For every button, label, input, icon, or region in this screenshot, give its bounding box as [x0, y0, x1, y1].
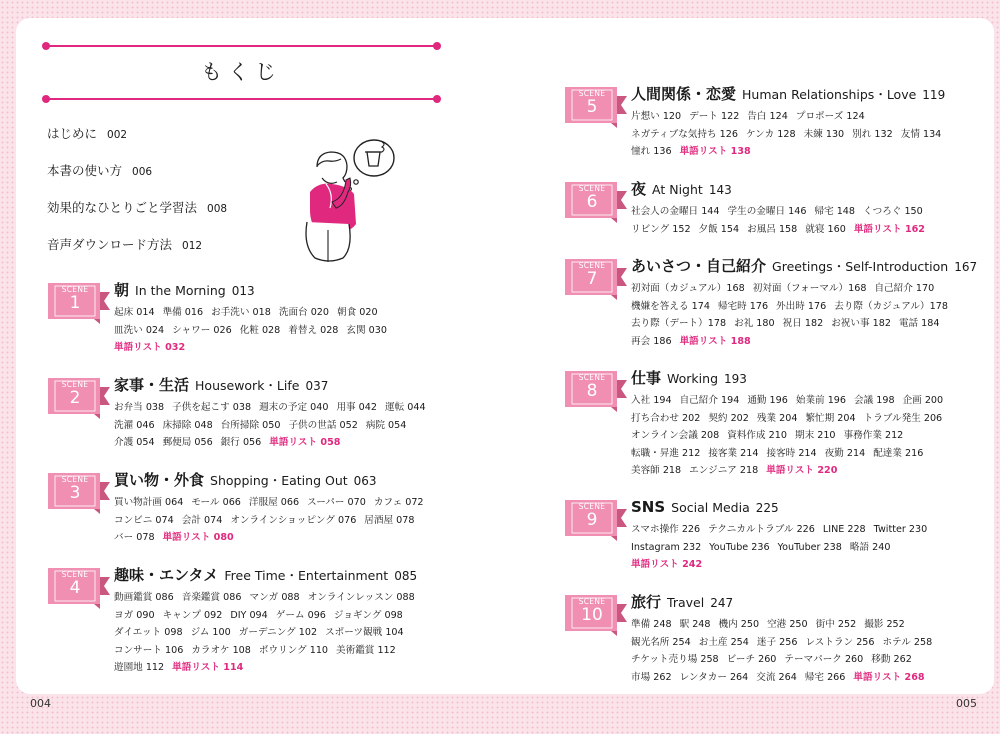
scene-label: SCENE	[61, 380, 89, 389]
topic-item[interactable]: スーパー 070	[307, 497, 366, 508]
word-list-link[interactable]: 単語リスト 138	[679, 146, 751, 158]
scene-title[interactable]	[631, 592, 940, 613]
topic-item[interactable]: 交流 264	[756, 671, 797, 683]
topic-item[interactable]: Twitter 230	[873, 524, 928, 535]
scene-badge	[46, 470, 112, 516]
scene-title-jp: 家事・生活	[114, 376, 190, 394]
topic-item[interactable]: コンビニ 074	[114, 514, 174, 526]
scene-label: SCENE	[578, 261, 606, 270]
topic-item[interactable]: シャワー 026	[172, 324, 232, 336]
topic-item[interactable]: 打ち合わせ 202	[631, 412, 701, 424]
topic-item[interactable]: ネガティブな気持ち 126	[631, 128, 738, 140]
topic-item[interactable]: テーマパーク 260	[784, 654, 864, 666]
topic-item[interactable]: お手洗い 018	[211, 307, 271, 318]
topic-item[interactable]: 期末 210	[794, 430, 836, 442]
topic-item[interactable]: お風呂 158	[747, 223, 798, 235]
topic-line	[114, 434, 434, 452]
topic-item[interactable]: 起床 014	[114, 307, 155, 318]
topic-item[interactable]: キャンプ 092	[162, 609, 223, 621]
word-list-link[interactable]: 単語リスト 162	[853, 223, 925, 235]
scene-number: 1	[69, 293, 81, 313]
topic-item[interactable]: ジョギング 098	[333, 609, 403, 621]
scene-page: 193	[724, 372, 747, 386]
scene-title-jp: 人間関係・恋愛	[631, 85, 737, 103]
scene-title-jp: 夜	[631, 180, 647, 198]
topic-line	[114, 399, 434, 417]
scene-title[interactable]	[114, 565, 423, 586]
topic-item[interactable]: LINE 228	[822, 524, 866, 535]
topic-line	[114, 494, 432, 512]
scene-page: 085	[394, 569, 418, 583]
topic-item[interactable]: 準備 248	[631, 619, 672, 630]
scene-number: 5	[586, 97, 598, 117]
topic-item[interactable]: お祝い事 182	[831, 318, 891, 330]
intro-page: 012	[182, 240, 203, 252]
topic-item[interactable]: モール 066	[191, 497, 241, 508]
topic-line	[631, 333, 977, 351]
topic-item[interactable]: 玄関 030	[346, 324, 387, 336]
topic-line	[114, 512, 432, 530]
topic-item[interactable]: ゲーム 096	[275, 609, 326, 621]
topic-item[interactable]: 初対面（フォーマル）168	[752, 283, 867, 294]
title-rule-top	[45, 45, 438, 47]
topic-item[interactable]: 病院 054	[365, 419, 407, 431]
intro-item[interactable]	[47, 161, 152, 179]
topic-line	[631, 280, 977, 298]
topic-item[interactable]: 機内 250	[718, 619, 760, 630]
topic-line	[631, 108, 949, 126]
topic-item[interactable]: ヨガ 090	[114, 609, 155, 621]
scene-title[interactable]	[631, 256, 977, 277]
scene-badge	[563, 592, 629, 638]
topic-item[interactable]: トラブル発生 206	[863, 412, 943, 424]
intro-page: 002	[107, 129, 128, 141]
topic-item[interactable]: ホテル 258	[882, 636, 933, 648]
topic-item[interactable]: 接客時 214	[766, 447, 817, 459]
topic-line	[631, 298, 977, 316]
scene-title-en: Housework・Life	[195, 378, 300, 393]
intro-page: 006	[132, 166, 153, 178]
scene-title-en: Greetings・Self-Introduction	[772, 259, 949, 274]
topic-item[interactable]: コンサート 106	[114, 644, 184, 656]
topic-item[interactable]: オンラインショッピング 076	[230, 514, 357, 526]
topic-item[interactable]: 夕飯 154	[698, 223, 740, 235]
topic-item[interactable]: 動画鑑賞 086	[114, 592, 174, 603]
scene-badge	[46, 375, 112, 421]
topic-line	[114, 607, 423, 625]
topic-item[interactable]: 観光名所 254	[631, 636, 691, 648]
intro-item[interactable]	[47, 235, 202, 253]
topic-item[interactable]: YouTuber 238	[777, 541, 842, 553]
topic-item[interactable]: 再会 186	[631, 335, 672, 347]
topic-item[interactable]: 通勤 196	[747, 395, 788, 406]
topic-item[interactable]: 駅 248	[679, 619, 711, 630]
topic-item[interactable]: ガーデニング 102	[238, 627, 318, 639]
topic-item[interactable]: 着替え 028	[288, 324, 339, 336]
topic-line	[114, 417, 434, 435]
topic-item[interactable]: 皿洗い 024	[114, 324, 165, 336]
topic-item[interactable]: くつろぐ 150	[863, 206, 923, 217]
topic-item[interactable]: 朝食 020	[337, 307, 378, 318]
scene-page: 037	[305, 379, 329, 393]
topic-line	[631, 669, 940, 687]
topic-line	[631, 445, 951, 463]
word-list-link[interactable]: 単語リスト 220	[766, 465, 838, 477]
topic-item[interactable]: テクニカルトラブル 226	[708, 524, 815, 535]
topic-item[interactable]: 床掃除 048	[162, 419, 213, 431]
scene-label: SCENE	[61, 285, 89, 294]
topic-line	[114, 339, 395, 357]
topic-item[interactable]: 会議 198	[854, 395, 895, 406]
topic-item[interactable]: お土産 254	[698, 636, 749, 648]
topic-item[interactable]: スポーツ観戦 104	[325, 627, 404, 639]
topic-item[interactable]: 空港 250	[767, 619, 808, 630]
scene-number: 3	[69, 483, 81, 503]
scene-content	[631, 179, 933, 238]
topic-item[interactable]: ビーチ 260	[726, 654, 777, 666]
scene-number: 6	[586, 192, 598, 212]
topic-item[interactable]: 始業前 196	[795, 395, 847, 406]
page-number-left: 004	[30, 697, 51, 710]
scene-page: 167	[954, 260, 978, 274]
topic-item[interactable]: 台所掃除 050	[220, 419, 281, 431]
topic-item[interactable]: DIY 094	[230, 609, 268, 621]
topic-item[interactable]: 移動 262	[871, 654, 912, 666]
topic-item[interactable]: エンジニア 218	[689, 465, 759, 477]
topic-line	[631, 392, 951, 410]
scene-title-en: At Night	[652, 182, 703, 197]
scene-label: SCENE	[61, 475, 89, 484]
word-list-link[interactable]: 単語リスト 114	[172, 662, 244, 674]
topic-line	[631, 126, 949, 144]
topic-item[interactable]: 会計 074	[181, 514, 223, 526]
topic-item[interactable]: カフェ 072	[373, 497, 424, 508]
topic-item[interactable]: 機嫌を答える 174	[631, 300, 710, 312]
scene-title-en: Human Relationships・Love	[742, 87, 917, 102]
scene-content	[114, 375, 434, 452]
scene-badge	[563, 179, 629, 225]
word-list-link[interactable]: 単語リスト 058	[269, 437, 341, 449]
intro-item[interactable]	[47, 198, 227, 216]
scene-content	[114, 280, 395, 357]
intro-label: 本書の使い方	[47, 163, 123, 178]
topic-item[interactable]: ジム 100	[190, 627, 231, 639]
word-list-link[interactable]: 単語リスト 242	[631, 559, 703, 571]
topic-item[interactable]: お弁当 038	[114, 402, 165, 413]
scene-title[interactable]	[631, 179, 933, 200]
scene-title-jp: 仕事	[631, 369, 662, 387]
topic-item[interactable]: 未練 130	[803, 128, 845, 140]
topic-item[interactable]: 残業 204	[756, 412, 798, 424]
word-list-link[interactable]: 単語リスト 188	[679, 335, 751, 347]
topic-item[interactable]: デート 122	[689, 111, 740, 122]
topic-item[interactable]: チケット売り場 258	[631, 654, 719, 666]
scene-number: 2	[69, 388, 81, 408]
scene-page: 225	[755, 501, 779, 515]
scene-number: 9	[586, 510, 598, 530]
topic-item[interactable]: プロポーズ 124	[795, 111, 865, 122]
scene-title[interactable]	[114, 280, 395, 301]
topic-line	[114, 322, 395, 340]
scene-title-en: Shopping・Eating Out	[210, 473, 348, 488]
scene-title-en: Social Media	[671, 500, 750, 515]
intro-label: はじめに	[47, 126, 98, 141]
topic-line	[114, 659, 423, 677]
intro-page: 008	[207, 203, 228, 215]
scene-page: 063	[353, 474, 377, 488]
topic-item[interactable]: レストラン 256	[805, 636, 875, 648]
scene-title[interactable]	[114, 375, 434, 396]
topic-item[interactable]: 就寝 160	[805, 223, 846, 235]
topic-item[interactable]: 憧れ 136	[631, 146, 672, 158]
scene-content	[114, 565, 423, 677]
topic-line	[114, 304, 395, 322]
topic-item[interactable]: お礼 180	[734, 318, 775, 330]
scene-badge	[563, 256, 629, 302]
topic-line	[631, 651, 940, 669]
topic-line	[631, 616, 940, 634]
topic-item[interactable]: 郵便局 056	[162, 437, 213, 449]
topic-item[interactable]: 学生の金曜日 146	[727, 206, 807, 217]
topic-line	[631, 427, 951, 445]
topic-line	[631, 221, 933, 239]
page-number-right: 005	[956, 697, 977, 710]
topic-item[interactable]: 遊園地 112	[114, 662, 165, 674]
topic-item[interactable]: 入社 194	[631, 395, 672, 406]
topic-line	[631, 521, 935, 539]
scene-title[interactable]	[114, 470, 432, 491]
topic-item[interactable]: バー 078	[114, 532, 155, 544]
scene-badge	[46, 280, 112, 326]
scene-label: SCENE	[578, 89, 606, 98]
scene-title-en: In the Morning	[135, 283, 226, 298]
topic-item[interactable]: オンライン会議 208	[631, 430, 720, 442]
topic-item[interactable]: 事務作業 212	[843, 430, 904, 442]
topic-item[interactable]: 子供を起こす 038	[172, 402, 252, 413]
scene-number: 8	[586, 381, 598, 401]
scene-label: SCENE	[578, 597, 606, 606]
scene-number: 10	[581, 605, 603, 625]
scene-page: 013	[231, 284, 255, 298]
topic-item[interactable]: 略語 240	[849, 541, 891, 553]
scene-title-jp: あいさつ・自己紹介	[631, 257, 767, 275]
topic-item[interactable]: 介護 054	[114, 437, 155, 449]
topic-item[interactable]: 洋服屋 066	[248, 497, 300, 508]
scene-page: 143	[708, 183, 732, 197]
topic-item[interactable]: スマホ操作 226	[631, 524, 701, 535]
topic-item[interactable]: 化粧 028	[239, 324, 281, 336]
topic-item[interactable]: 音楽鑑賞 086	[181, 592, 242, 603]
scene-content	[631, 368, 951, 480]
topic-item[interactable]: 外出時 176	[776, 300, 827, 312]
topic-item[interactable]: 迷子 256	[756, 636, 798, 648]
scene-title-en: Free Time・Entertainment	[224, 568, 389, 583]
topic-item[interactable]: 電話 184	[898, 318, 940, 330]
topic-item[interactable]: Instagram 232	[631, 541, 702, 553]
topic-item[interactable]: 子供の世話 052	[288, 419, 358, 431]
page-title: もくじ	[201, 60, 282, 84]
topic-item[interactable]: 初対面（カジュアル）168	[631, 283, 745, 294]
topic-line	[114, 624, 423, 642]
scene-content	[631, 497, 935, 574]
scene-label: SCENE	[578, 502, 606, 511]
topic-line	[631, 539, 935, 557]
topic-item[interactable]: 配達業 216	[873, 447, 924, 459]
topic-line	[631, 410, 951, 428]
scene-title-jp: 趣味・エンタメ	[114, 566, 219, 584]
scene-title-jp: 朝	[114, 281, 130, 299]
topic-item[interactable]: 友情 134	[900, 128, 942, 140]
intro-label: 音声ダウンロード方法	[47, 237, 173, 252]
word-list-link[interactable]: 単語リスト 080	[162, 532, 234, 544]
topic-item[interactable]: 居酒屋 078	[364, 514, 415, 526]
topic-item[interactable]: 契約 202	[708, 412, 749, 424]
topic-item[interactable]: 自己紹介 170	[874, 283, 935, 294]
topic-item[interactable]: 告白 124	[747, 111, 788, 122]
scene-label: SCENE	[578, 373, 606, 382]
scene-content	[631, 592, 940, 686]
word-list-link[interactable]: 単語リスト 032	[114, 342, 186, 354]
intro-item[interactable]	[47, 124, 127, 142]
scene-number: 4	[69, 578, 81, 598]
topic-item[interactable]: リビング 152	[631, 223, 691, 235]
scene-title[interactable]	[631, 84, 949, 105]
scene-content	[631, 256, 977, 350]
topic-item[interactable]: 片想い 120	[631, 111, 682, 122]
topic-item[interactable]: 買い物計画 064	[114, 497, 184, 508]
topic-item[interactable]: 別れ 132	[852, 128, 893, 140]
scene-title-jp: 旅行	[631, 593, 662, 611]
topic-item[interactable]: ケンカ 128	[745, 128, 796, 140]
topic-item[interactable]: 週末の予定 040	[259, 402, 329, 413]
topic-line	[631, 203, 933, 221]
topic-item[interactable]: 接客業 214	[708, 447, 759, 459]
topic-item[interactable]: 企画 200	[902, 395, 944, 406]
topic-item[interactable]: 繁忙期 204	[805, 412, 856, 424]
topic-item[interactable]: 街中 252	[815, 619, 857, 630]
topic-item[interactable]: オンラインレッスン 088	[307, 592, 415, 603]
topic-line	[631, 143, 949, 161]
topic-item[interactable]: 帰宅時 176	[717, 300, 769, 312]
topic-item[interactable]: 帰宅 148	[814, 206, 856, 217]
topic-item[interactable]: 撮影 252	[864, 619, 905, 630]
topic-item[interactable]: 銀行 056	[220, 437, 262, 449]
scene-content	[631, 84, 949, 161]
scene-label: SCENE	[61, 570, 89, 579]
topic-item[interactable]: ダイエット 098	[114, 627, 183, 639]
word-list-link[interactable]: 単語リスト 268	[853, 671, 925, 683]
topic-item[interactable]: カラオケ 108	[191, 644, 251, 656]
scene-title-en: Working	[667, 371, 718, 386]
topic-item[interactable]: 運転 044	[385, 402, 426, 413]
topic-item[interactable]: 準備 016	[162, 307, 204, 318]
topic-item[interactable]: YouTube 236	[709, 541, 770, 553]
scene-badge	[563, 84, 629, 130]
scene-title-en: Travel	[667, 595, 705, 610]
scene-title[interactable]	[631, 497, 935, 518]
topic-item[interactable]: 洗面台 020	[278, 307, 330, 318]
scene-label: SCENE	[578, 184, 606, 193]
topic-line	[114, 642, 423, 660]
topic-item[interactable]: 自己紹介 194	[679, 395, 740, 406]
topic-line	[114, 529, 432, 547]
topic-item[interactable]: 洗濯 046	[114, 419, 155, 431]
topic-line	[631, 556, 935, 574]
scene-page: 119	[922, 88, 946, 102]
topic-item[interactable]: ボウリング 110	[258, 644, 329, 656]
topic-item[interactable]: 市場 262	[631, 671, 672, 683]
intro-label: 効果的なひとりごと学習法	[47, 200, 198, 215]
scene-page: 247	[710, 596, 734, 610]
scene-content	[114, 470, 432, 547]
scene-title[interactable]	[631, 368, 951, 389]
scene-badge	[563, 368, 629, 414]
topic-item[interactable]: レンタカー 264	[679, 671, 749, 683]
topic-item[interactable]: 資料作成 210	[727, 430, 787, 442]
title-rule-bottom	[45, 98, 438, 100]
topic-item[interactable]: 美術鑑賞 112	[336, 644, 396, 656]
topic-line	[631, 462, 951, 480]
scene-badge	[563, 497, 629, 543]
scene-title-jp: SNS	[631, 498, 666, 516]
topic-line	[631, 315, 977, 333]
topic-item[interactable]: 夜勤 214	[824, 447, 866, 459]
topic-item[interactable]: 帰宅 266	[804, 671, 846, 683]
topic-line	[114, 589, 423, 607]
topic-line	[631, 634, 940, 652]
scene-badge	[46, 565, 112, 611]
scene-number: 7	[586, 269, 598, 289]
topic-item[interactable]: 美容師 218	[631, 465, 682, 477]
topic-item[interactable]: 社会人の金曜日 144	[631, 206, 720, 217]
topic-item[interactable]: 用事 042	[336, 402, 377, 413]
topic-item[interactable]: 去り際（カジュアル）178	[834, 300, 948, 312]
thinking-person-illustration	[292, 122, 412, 271]
topic-item[interactable]: マンガ 088	[249, 592, 300, 603]
topic-item[interactable]: 去り際（デート）178	[631, 318, 727, 330]
topic-item[interactable]: 転職・昇進 212	[631, 447, 701, 459]
scene-title-jp: 買い物・外食	[114, 471, 205, 489]
topic-item[interactable]: 祝日 182	[782, 318, 824, 330]
